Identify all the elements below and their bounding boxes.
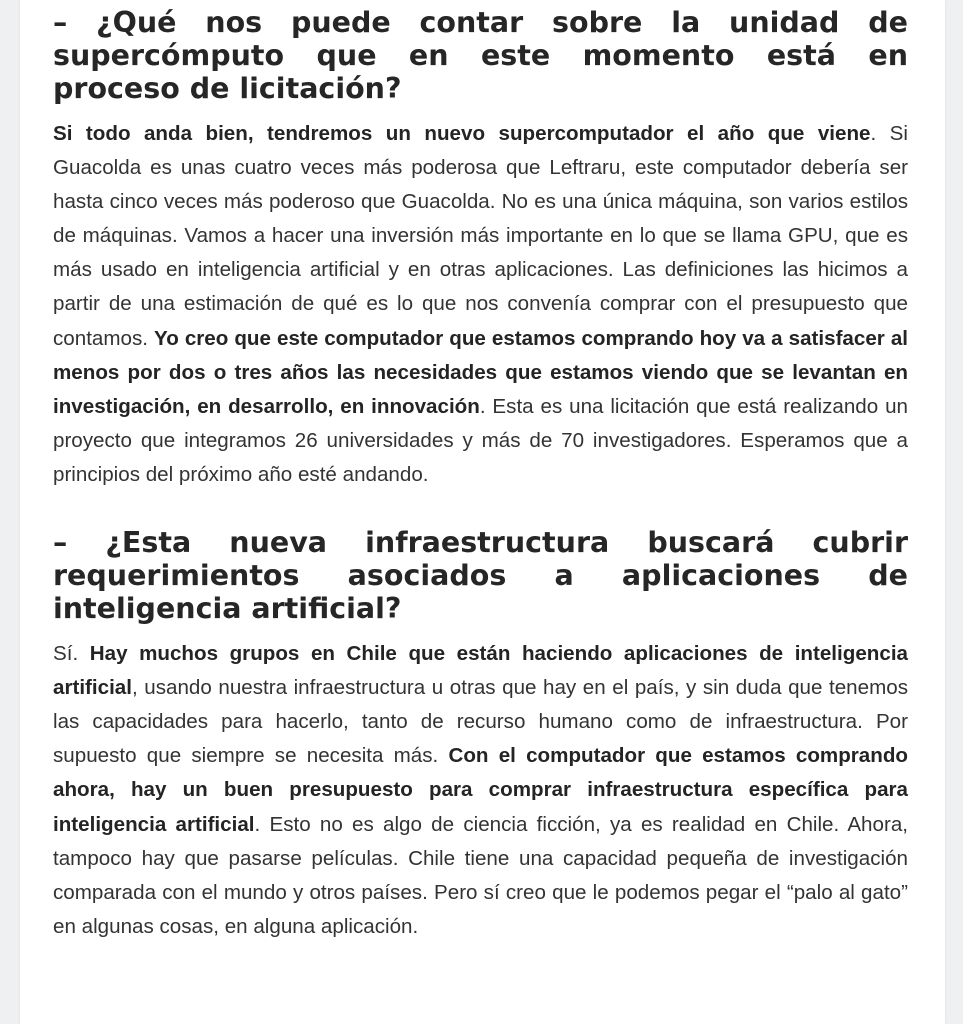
answer-1-text-1: . Si Guacolda es unas cuatro veces más poderosa que Leftraru, este computador debería ser hasta cinco veces más poderoso que Guacolda. No es una única máquina, son varios estilos de máquinas. Vamos a hacer una inversión más importante en lo que se llama GPU, que es más usado en inteligencia artificial y en otras aplicaciones. Las definiciones las hicimos a partir de una estimación de qué es lo que nos convenía comprar con el presupuesto que contamos. xyxy=(53,122,908,350)
answer-2-bold-1: Hay muchos grupos en Chile que están haciendo aplicaciones de inteligencia artificial xyxy=(53,642,908,700)
answer-1-text-2: . Esta es una licitación que está realizando un proyecto que integramos 26 universidades y más de 70 investigadores. Esperamos que a principios del próximo año esté andando. xyxy=(53,394,908,486)
article-content xyxy=(53,6,908,944)
answer-paragraph-1 xyxy=(53,117,908,492)
answer-2-text-0: Sí. xyxy=(53,642,90,666)
answer-1-bold-2: Yo creo que este computador que estamos comprando hoy va a satisfacer al menos por dos o tres años las necesidades que estamos viendo que se levantan en investigación, en desarrollo, en innovación xyxy=(53,326,908,418)
question-heading-2: – ¿Esta nueva infraestructura buscará cubrir requerimientos asociados a aplicaciones de inteligencia artificial? xyxy=(53,526,908,626)
question-heading-1: – ¿Qué nos puede contar sobre la unidad de supercómputo que en este momento está en proceso de licitación? xyxy=(53,6,908,105)
answer-1-bold-1: Si todo anda bien, tendremos un nuevo supercomputador el año que viene xyxy=(53,122,871,145)
answer-2-text-1: , usando nuestra infraestructura u otras que hay en el país, y sin duda que tenemos las capacidades para hacerlo, tanto de recurso humano como de infraestructura. Por supuesto que siempre se necesita más. xyxy=(53,676,908,768)
answer-paragraph-2 xyxy=(53,637,908,944)
answer-2-bold-2: Con el computador que estamos comprando ahora, hay un buen presupuesto para comprar infraestructura específica para inteligencia artificial xyxy=(53,744,908,836)
article-page xyxy=(20,0,945,1024)
answer-2-text-2: . Esto no es algo de ciencia ficción, ya es realidad en Chile. Ahora, tampoco hay que pasarse películas. Chile tiene una capacidad pequeña de investigación comparada con el mundo y otros países. Pero sí creo que le podemos pegar el “palo al gato” en algunas cosas, en alguna aplicación. xyxy=(53,812,908,938)
